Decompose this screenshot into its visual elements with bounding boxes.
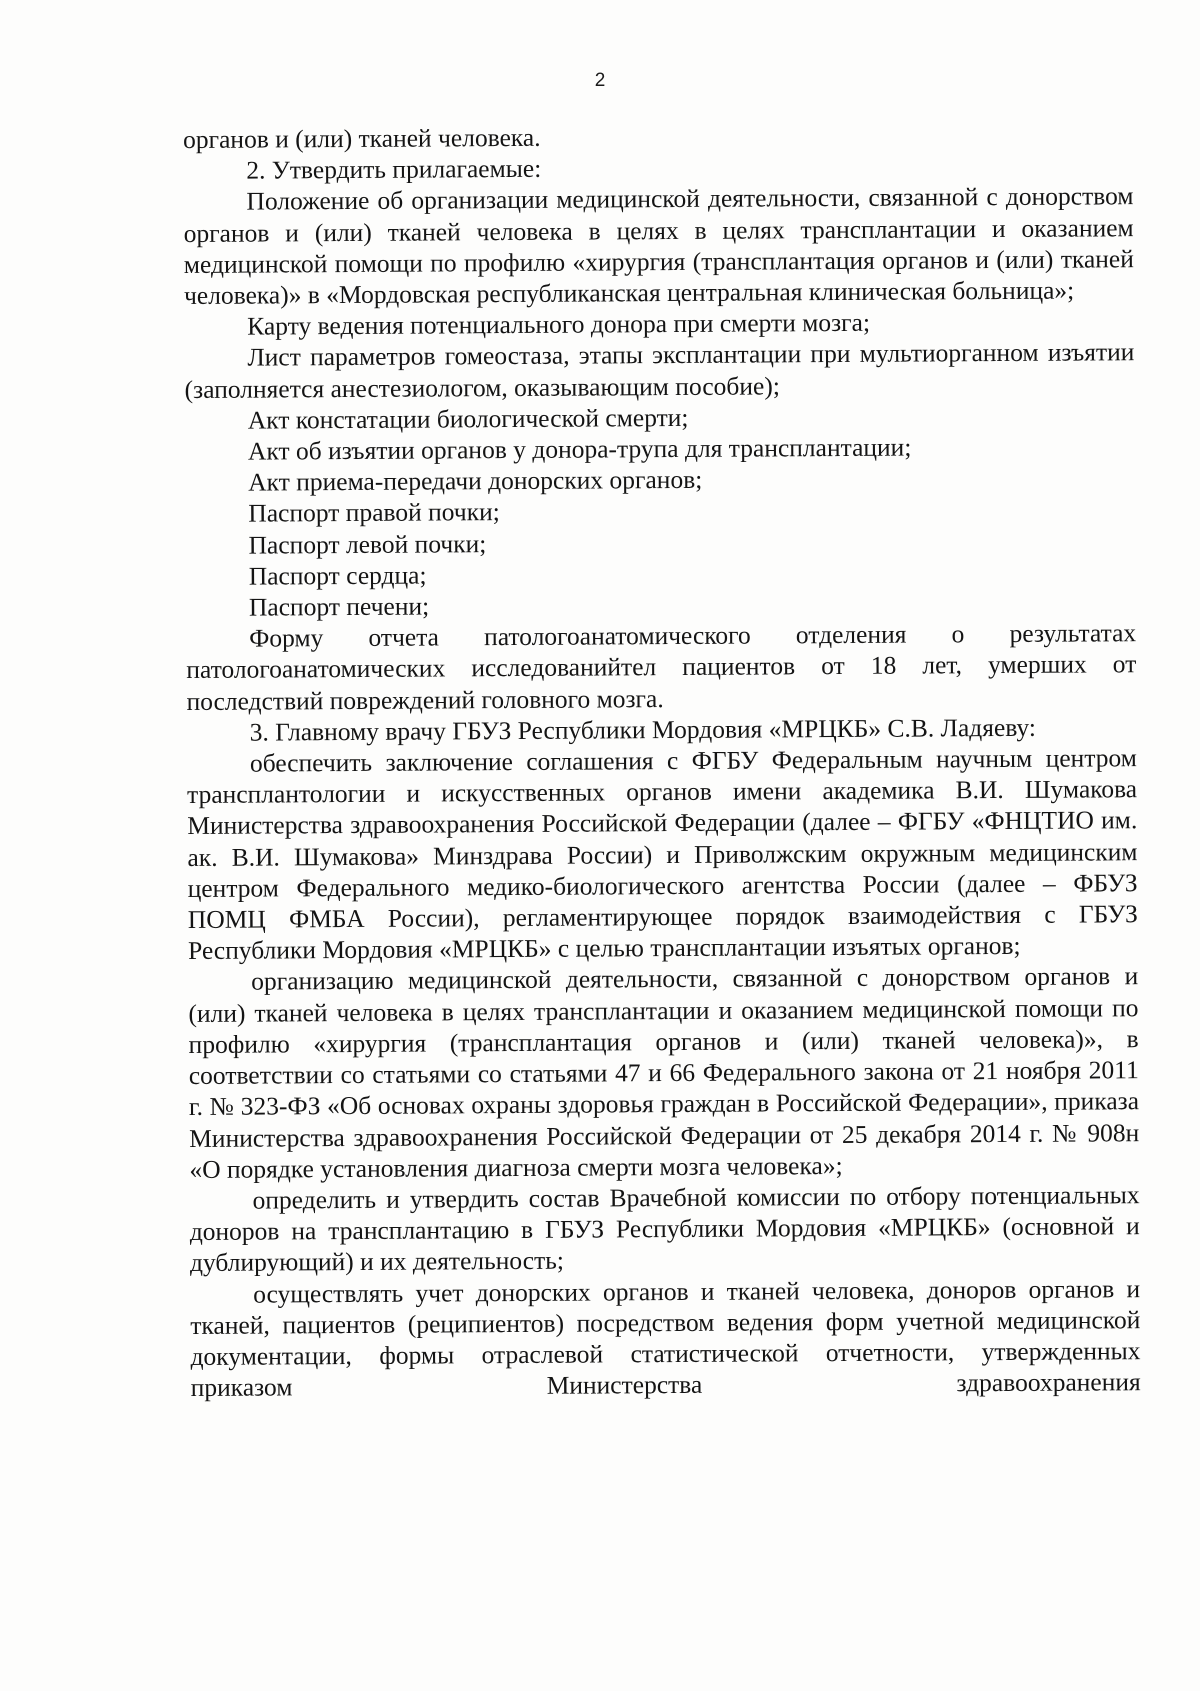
- page-number: 2: [594, 70, 606, 91]
- paragraph-accounting: осуществлять учет донорских органов и тканей человека, доноров органов и тканей, пациентов (реципиентов) посредством ведения форм учетной медицинской документации, формы отраслевой статистической отчетности, утвержденных приказом Министерства здравоохранения: [190, 1273, 1141, 1403]
- paragraph-organization: организацию медицинской деятельности, связанной с донорством органов и (или) тканей человека в целях трансплантации и оказанием медицинской помощи по профилю «хирургия (трансплантация органов и (или) тканей человека)», в соответствии со статьями со статьями 47 и 66 Федерального закона от 21 ноября 2011 г. № 323-ФЗ «Об основах охраны здоровья граждан в Российской Федерации», приказа Министерства здравоохранения Российской Федерации от 25 декабря 2014 г. № 908н «О порядке установления диагноза смерти мозга человека»;: [188, 961, 1140, 1184]
- paragraph-death-act: Акт констатации биологической смерти;: [247, 402, 689, 435]
- paragraph-homeostasis-sheet: Лист параметров гомеостаза, этапы эксплантации при мультиорганном изъятии (заполняется анестезиологом, оказывающим пособие);: [184, 337, 1135, 404]
- paragraph-left-kidney-passport: Паспорт левой почки;: [248, 528, 487, 560]
- paragraph-agreement: обеспечить заключение соглашения с ФГБУ Федеральным научным центром трансплантологии и искусственных органов имени академика В.И. Шумакова Министерства здравоохранения Российской Федерации (далее – ФГБУ «ФНЦТИО им. ак. В.И. Шумакова» Минздрава России) и Приволжским окружным медицинским центром Федерального медико-биологического агентства России (далее – ФБУЗ ПОМЦ ФМБА России), регламентирующее порядок взаимодействия с ГБУЗ Республики Мордовия «МРЦКБ» с целью трансплантации изъятых органов;: [187, 743, 1138, 966]
- paragraph-commission: определить и утвердить состав Врачебной комиссии по отбору потенциальных доноров на трансплантацию в ГБУЗ Республики Мордовия «МРЦКБ» (основной и дублирующий) и их деятельность;: [189, 1180, 1140, 1278]
- paragraph-regulation: Положение об организации медицинской деятельности, связанной с донорством органов и (или) тканей человека в целях в целях трансплантации и оказанием медицинской помощи по профилю «хирургия (трансплантация органов и (или) тканей человека)» в «Мордовская республиканская центральная клиническая больница»;: [183, 181, 1134, 311]
- paragraph-donor-card: Карту ведения потенциального донора при смерти мозга;: [247, 308, 871, 341]
- paragraph-removal-act: Акт об изъятии органов у донора-трупа для трансплантации;: [247, 432, 912, 466]
- document-body: [183, 118, 1141, 1403]
- paragraph-transfer-act: Акт приема-передачи донорских органов;: [248, 465, 703, 497]
- paragraph-heart-passport: Паспорт сердца;: [248, 560, 427, 591]
- paragraph-continuation: органов и (или) тканей человека.: [183, 122, 541, 154]
- paragraph-right-kidney-passport: Паспорт правой почки;: [248, 497, 500, 529]
- paragraph-item-2: 2. Утвердить прилагаемые:: [246, 154, 542, 185]
- paragraph-liver-passport: Паспорт печени;: [248, 591, 430, 622]
- paragraph-report-form: Форму отчета патологоанатомического отделения о результатах патологоанатомических исследованийтел пациентов от 18 лет, умерших от последствий повреждений головного мозга.: [186, 618, 1137, 716]
- paragraph-item-3: 3. Главному врачу ГБУЗ Республики Мордовия «МРЦКБ» С.В. Ладяеву:: [249, 712, 1037, 747]
